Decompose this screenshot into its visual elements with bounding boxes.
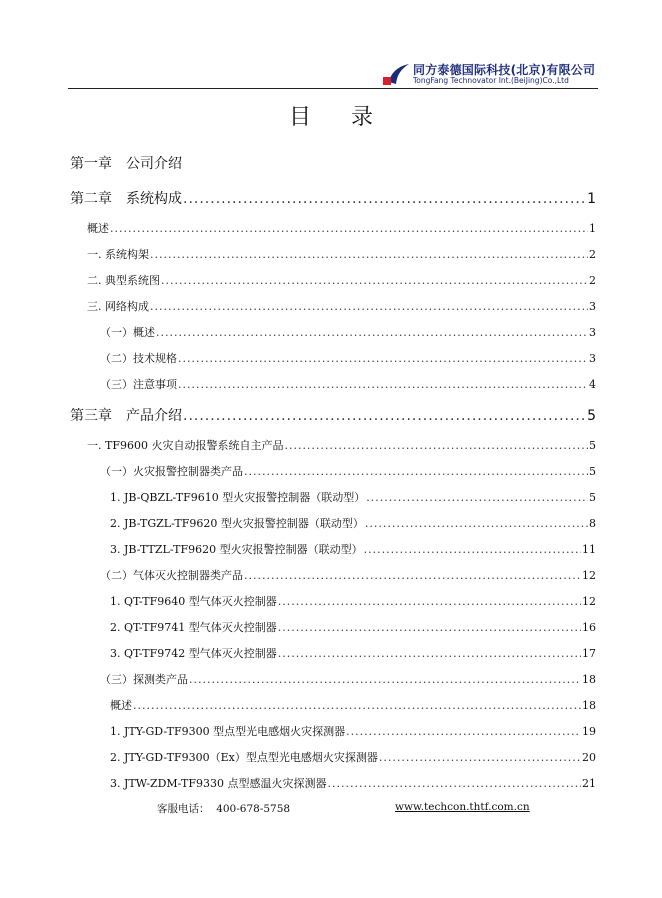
toc-entry-title: （二）气体灭火控制器类产品 (100, 569, 243, 582)
toc-entry-page: 3 (589, 352, 596, 365)
toc-entry-title: 2. JB-TGZL-TF9620 型火灾报警控制器（联动型） (110, 517, 364, 530)
toc-entry-title: （二）技术规格 (100, 352, 177, 365)
toc-entry-page: 20 (582, 751, 596, 764)
toc-entry-title: 三. 网络构成 (87, 300, 149, 313)
toc-entry[interactable] (100, 326, 596, 340)
toc-entry-page: 2 (589, 274, 596, 287)
toc-entry[interactable] (87, 222, 596, 236)
toc-entry[interactable] (87, 439, 596, 453)
toc-entry-page: 19 (582, 725, 596, 738)
toc-entry-title: 3. JTW-ZDM-TF9330 点型感温火灾探测器 (110, 777, 327, 790)
dot-leader (110, 222, 588, 236)
toc-entry[interactable] (110, 699, 596, 713)
dot-leader (150, 300, 588, 314)
toc-entry-title: （一）概述 (100, 326, 155, 339)
toc-entry-title: 1. QT-TF9640 型气体灭火控制器 (110, 595, 277, 608)
toc-entry-page: 5 (589, 465, 596, 478)
toc-entry[interactable] (110, 647, 596, 661)
dot-leader (379, 751, 581, 765)
dot-leader (183, 190, 586, 208)
toc-entry-title: 1. JB-QBZL-TF9610 型火灾报警控制器（联动型） (110, 491, 366, 504)
toc-entry-page: 4 (589, 378, 596, 391)
toc-entry-title: 1. JTY-GD-TF9300 型点型光电感烟火灾探测器 (110, 725, 346, 738)
dot-leader (366, 491, 588, 505)
toc-entry-title: （三）探测类产品 (100, 673, 188, 686)
toc-entry-title: 2. JTY-GD-TF9300（Ex）型点型光电感烟火灾探测器 (110, 751, 378, 764)
toc-entry-page: 16 (582, 621, 596, 634)
dot-leader (161, 274, 588, 288)
dot-leader (244, 569, 581, 583)
toc-entry-page: 18 (582, 673, 596, 686)
toc-entry-title: 3. JB-TTZL-TF9620 型火灾报警控制器（联动型） (110, 543, 363, 556)
toc-entry[interactable] (110, 777, 596, 791)
logo-swoosh-icon (383, 62, 409, 86)
phone-number: 400-678-5758 (216, 803, 291, 815)
toc-entry[interactable] (110, 621, 596, 635)
toc-entry[interactable] (87, 248, 596, 262)
toc-entry[interactable] (110, 543, 596, 557)
footer-phone (157, 801, 290, 816)
toc-entry-page: 1 (587, 191, 596, 207)
toc-entry[interactable] (110, 751, 596, 765)
phone-label: 客服电话： (157, 803, 210, 815)
toc-entry-page: 18 (582, 699, 596, 712)
dot-leader (183, 407, 586, 425)
toc-entry-title: 一. TF9600 火灾自动报警系统自主产品 (87, 439, 284, 452)
toc-entry[interactable] (70, 190, 596, 208)
dot-leader (327, 777, 581, 791)
toc-entry-page: 3 (589, 326, 596, 339)
toc-entry-page: 3 (589, 300, 596, 313)
toc-entry-title: 3. QT-TF9742 型气体灭火控制器 (110, 647, 277, 660)
toc-entry-page: 11 (582, 543, 596, 556)
dot-leader (150, 248, 588, 262)
toc-entry-page: 12 (582, 569, 596, 582)
toc-entry-title: 一. 系统构架 (87, 248, 149, 261)
toc-entry-title: 概述 (87, 222, 109, 235)
toc-entry[interactable] (87, 300, 596, 314)
toc-entry-title: 2. QT-TF9741 型气体灭火控制器 (110, 621, 277, 634)
toc-entry[interactable] (100, 673, 596, 687)
toc-entry-title: 二. 典型系统图 (87, 274, 160, 287)
toc-entry[interactable] (87, 274, 596, 288)
toc-entry[interactable] (100, 569, 596, 583)
toc-entry-title: （三）注意事项 (100, 378, 177, 391)
dot-leader (156, 326, 588, 340)
toc-entry[interactable] (70, 155, 182, 173)
dot-leader (278, 647, 581, 661)
toc-entry-title: 第二章 系统构成 (70, 191, 182, 207)
toc-entry-page: 8 (589, 517, 596, 530)
company-logo (383, 60, 601, 88)
toc-entry-title: 第三章 产品介绍 (70, 408, 182, 424)
company-name-cn: 同方泰德国际科技(北京)有限公司 (413, 63, 596, 77)
dot-leader (365, 517, 588, 531)
toc-entry-page: 5 (589, 491, 596, 504)
dot-leader (178, 378, 588, 392)
header-divider (68, 88, 598, 89)
toc-entry-page: 1 (589, 222, 596, 235)
toc-entry-title: 概述 (110, 699, 132, 712)
toc-entry-page: 5 (587, 408, 596, 424)
dot-leader (284, 439, 588, 453)
toc-entry[interactable] (70, 407, 596, 425)
toc-entry-page: 5 (589, 439, 596, 452)
website-link[interactable]: www.techcon.thtf.com.cn (395, 801, 530, 813)
toc-entry-title: 第一章 公司介绍 (70, 156, 182, 172)
dot-leader (278, 621, 581, 635)
dot-leader (278, 595, 581, 609)
toc-entry[interactable] (110, 517, 596, 531)
dot-leader (364, 543, 581, 557)
toc-entry[interactable] (100, 465, 596, 479)
dot-leader (133, 699, 581, 713)
dot-leader (244, 465, 588, 479)
toc-entry-page: 2 (589, 248, 596, 261)
company-name-en: TongFang Technovator Int.(BeiJing)Co.,Ltd (413, 76, 569, 85)
toc-entry[interactable] (100, 352, 596, 366)
toc-entry[interactable] (110, 725, 596, 739)
toc-entry[interactable] (110, 595, 596, 609)
dot-leader (189, 673, 581, 687)
toc-entry-page: 17 (582, 647, 596, 660)
dot-leader (346, 725, 581, 739)
dot-leader (178, 352, 588, 366)
toc-entry-page: 21 (582, 777, 596, 790)
toc-entry[interactable] (110, 491, 596, 505)
toc-entry[interactable] (100, 378, 596, 392)
toc-entry-title: （一）火灾报警控制器类产品 (100, 465, 243, 478)
page-title: 目录 (288, 105, 413, 130)
toc-entry-page: 12 (582, 595, 596, 608)
